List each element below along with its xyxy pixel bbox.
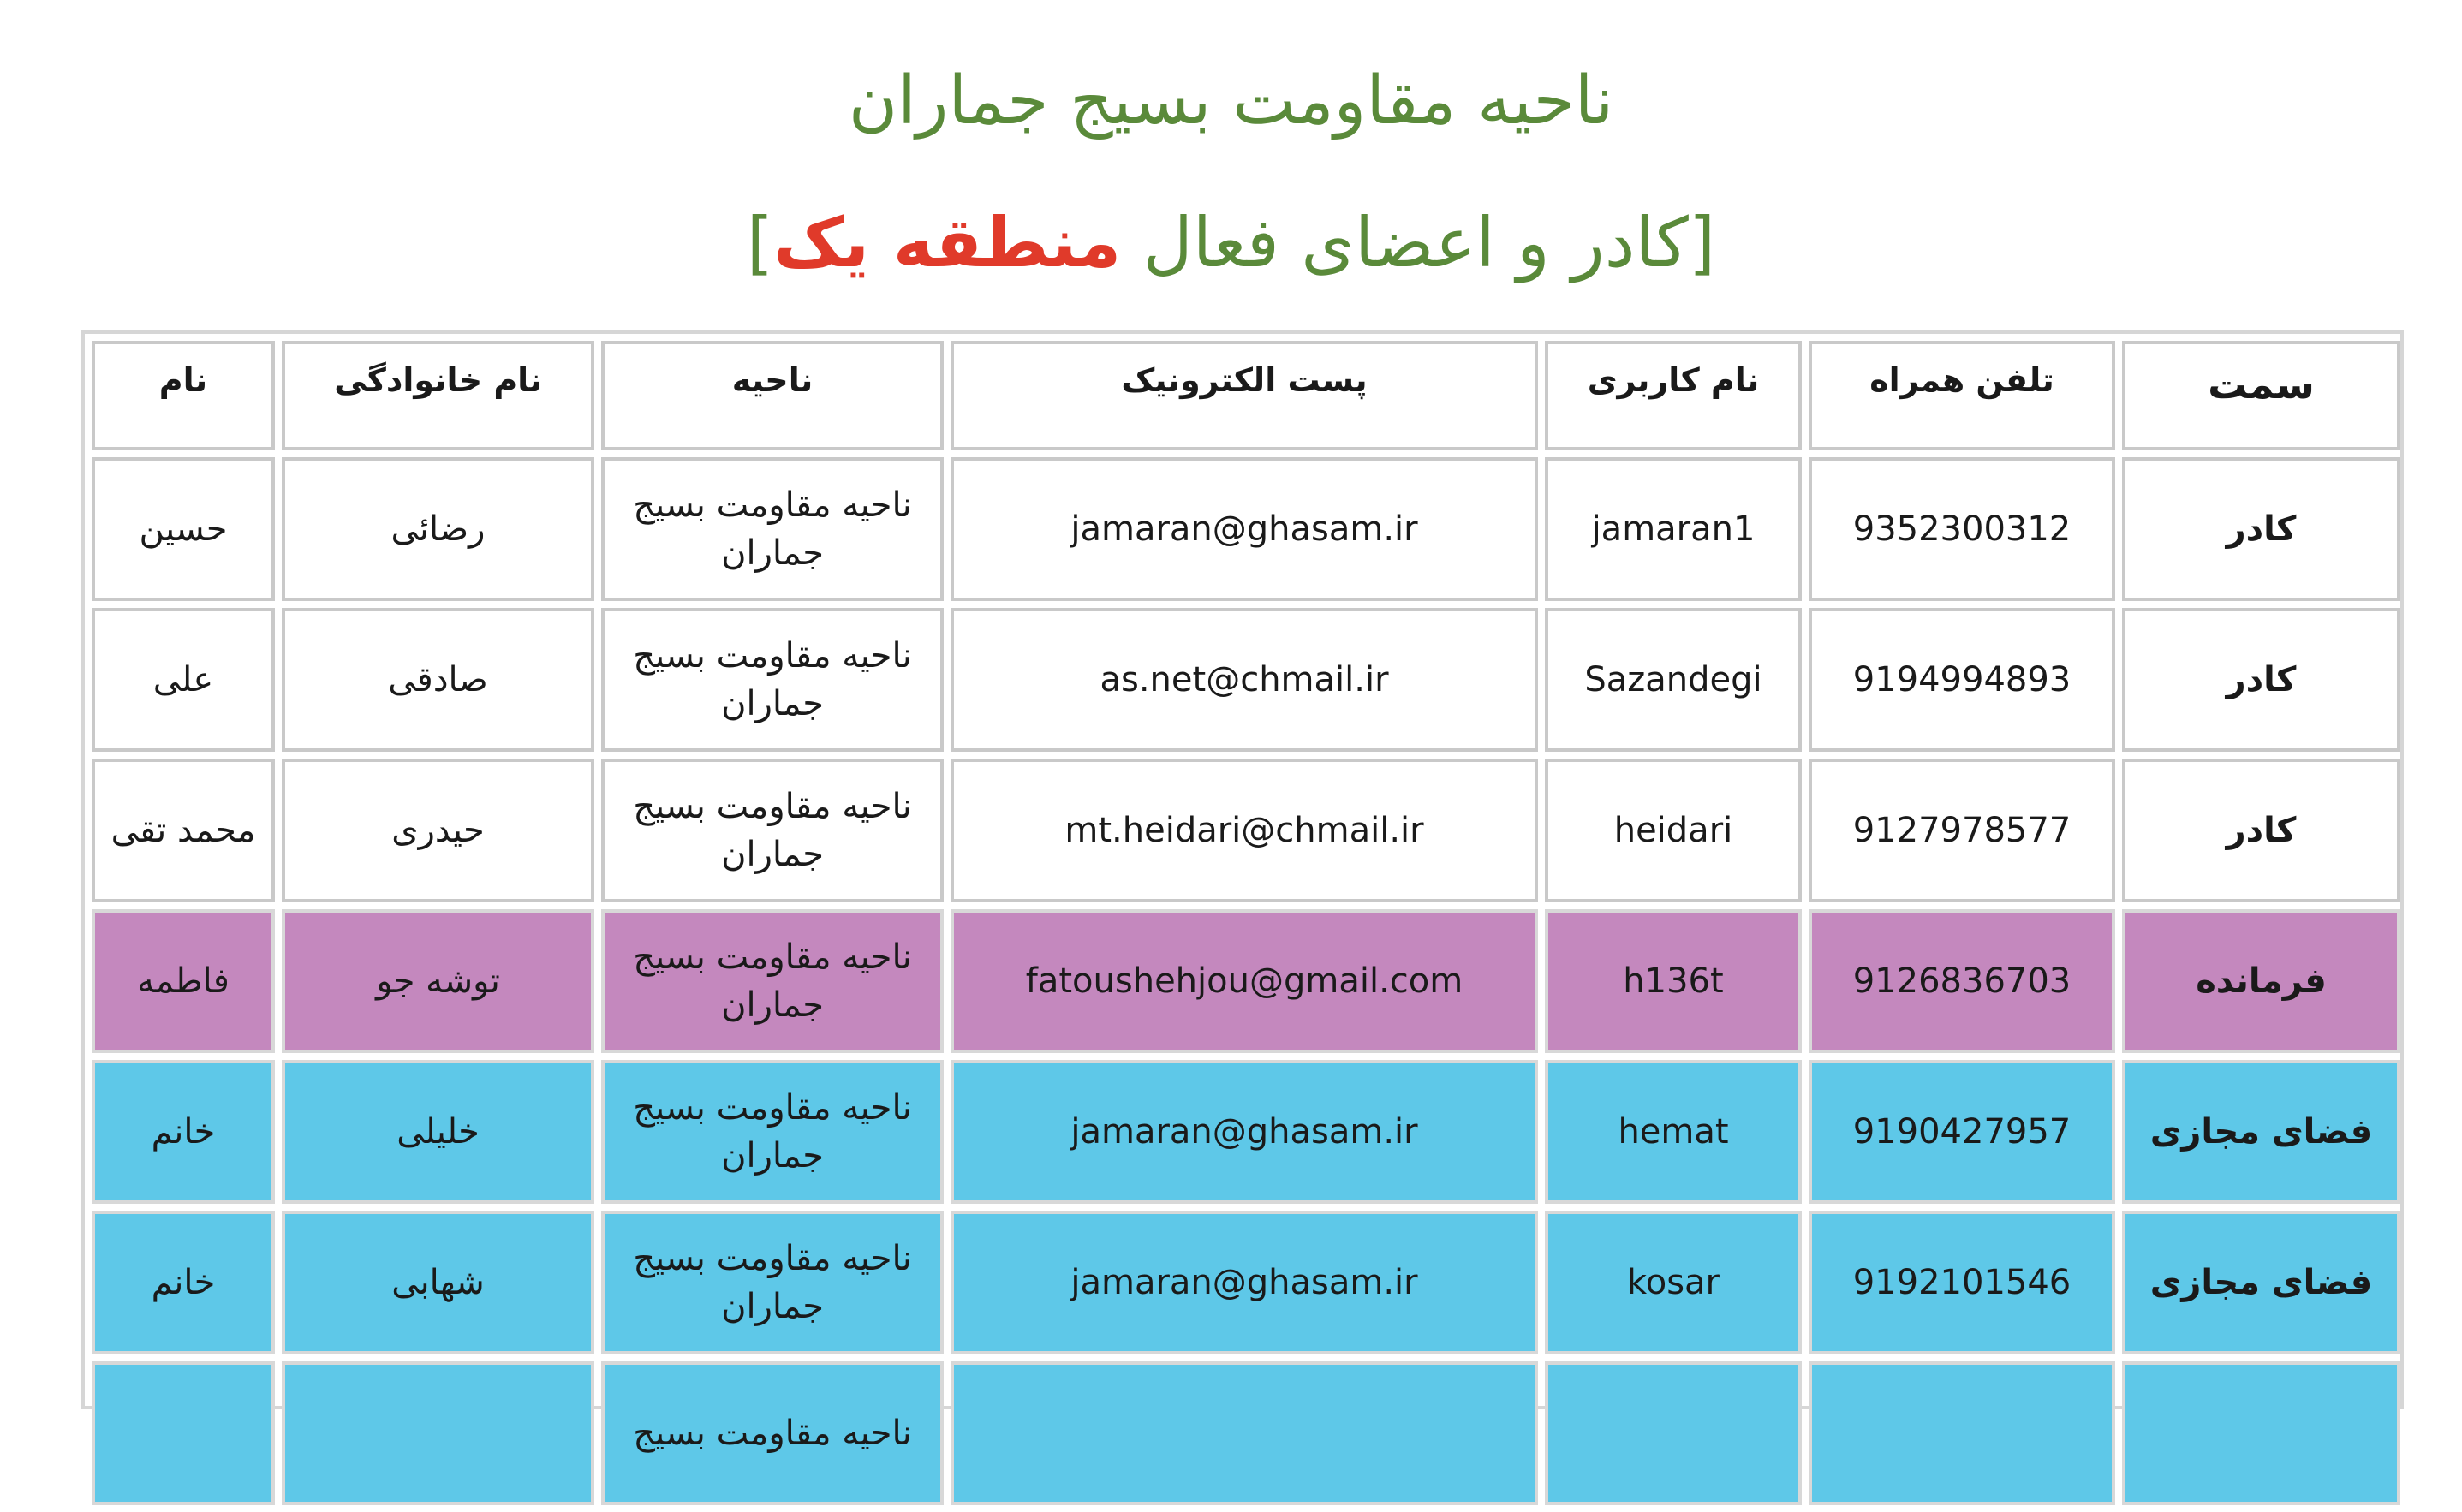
cell-phone: 9192101546 (1809, 1211, 2115, 1354)
header-first-name: نام (92, 341, 275, 450)
cell-email: jamaran@ghasam.ir (951, 1060, 1538, 1204)
cell-phone: 9127978577 (1809, 759, 2115, 902)
cell-last-name (282, 1361, 594, 1505)
header-role: سمت (2122, 341, 2400, 450)
cell-phone (1809, 1361, 2115, 1505)
cell-first-name: علی (92, 608, 275, 752)
cell-district: ناحیه مقاومت بسیج جماران (601, 1060, 944, 1204)
subtitle-bracket-open: [ (1688, 203, 1716, 283)
header-username: نام کاربری (1545, 341, 1802, 450)
header-district: ناحیه (601, 341, 944, 450)
cell-district: ناحیه مقاومت بسیج جماران (601, 1211, 944, 1354)
cell-email (951, 1361, 1538, 1505)
cell-first-name: فاطمه (92, 909, 275, 1053)
cell-district: ناحیه مقاومت بسیج جماران (601, 608, 944, 752)
header-phone: تلفن همراه (1809, 341, 2115, 450)
cell-last-name: رضائی (282, 457, 594, 601)
subtitle-highlight: منطقه یک (773, 203, 1122, 283)
cell-username: hemat (1545, 1060, 1802, 1204)
cell-phone: 9126836703 (1809, 909, 2115, 1053)
cell-email: jamaran@ghasam.ir (951, 457, 1538, 601)
cell-role (2122, 1361, 2400, 1505)
cell-role: فرمانده (2122, 909, 2400, 1053)
cell-last-name: صادقی (282, 608, 594, 752)
table-row (92, 608, 2400, 752)
table-header-row (92, 341, 2400, 450)
cell-first-name (92, 1361, 275, 1505)
cell-district: ناحیه مقاومت بسیج جماران (601, 909, 944, 1053)
table-row (92, 1361, 2400, 1505)
cell-role: کادر (2122, 457, 2400, 601)
cell-last-name: خلیلی (282, 1060, 594, 1204)
cell-role: فضای مجازی (2122, 1060, 2400, 1204)
cell-email: jamaran@ghasam.ir (951, 1211, 1538, 1354)
cell-username (1545, 1361, 1802, 1505)
page-title: ناحیه مقاومت بسیج جماران (848, 63, 1614, 140)
page-subtitle (0, 192, 2462, 295)
cell-first-name: خانم (92, 1060, 275, 1204)
cell-phone: 9194994893 (1809, 608, 2115, 752)
subtitle-main: کادر و اعضای فعال (1121, 203, 1689, 283)
cell-last-name: شهابی (282, 1211, 594, 1354)
cell-phone: 9352300312 (1809, 457, 2115, 601)
cell-first-name: محمد تقی (92, 759, 275, 902)
cell-role: فضای مجازی (2122, 1211, 2400, 1354)
cell-email: as.net@chmail.ir (951, 608, 1538, 752)
cell-role: کادر (2122, 759, 2400, 902)
cell-district: ناحیه مقاومت بسیج (601, 1361, 944, 1505)
cell-email: mt.heidari@chmail.ir (951, 759, 1538, 902)
cell-username: h136t (1545, 909, 1802, 1053)
cell-username: Sazandegi (1545, 608, 1802, 752)
table-row (92, 759, 2400, 902)
cell-first-name: حسین (92, 457, 275, 601)
cell-email: fatoushehjou@gmail.com (951, 909, 1538, 1053)
table-row (92, 1060, 2400, 1204)
subtitle-bracket-close: ] (746, 203, 774, 283)
table-row (92, 1211, 2400, 1354)
cell-username: heidari (1545, 759, 1802, 902)
header-last-name: نام خانوادگی (282, 341, 594, 450)
cell-username: kosar (1545, 1211, 1802, 1354)
cell-last-name: توشه جو (282, 909, 594, 1053)
cell-phone: 9190427957 (1809, 1060, 2115, 1204)
cell-last-name: حیدری (282, 759, 594, 902)
header-email: پست الکترونیک (951, 341, 1538, 450)
table-row (92, 909, 2400, 1053)
cell-district: ناحیه مقاومت بسیج جماران (601, 759, 944, 902)
roster-table (85, 334, 2407, 1512)
table-row (92, 457, 2400, 601)
roster-table-frame (81, 330, 2404, 1453)
cell-username: jamaran1 (1545, 457, 1802, 601)
cell-role: کادر (2122, 608, 2400, 752)
cell-first-name: خانم (92, 1211, 275, 1354)
cell-district: ناحیه مقاومت بسیج جماران (601, 457, 944, 601)
